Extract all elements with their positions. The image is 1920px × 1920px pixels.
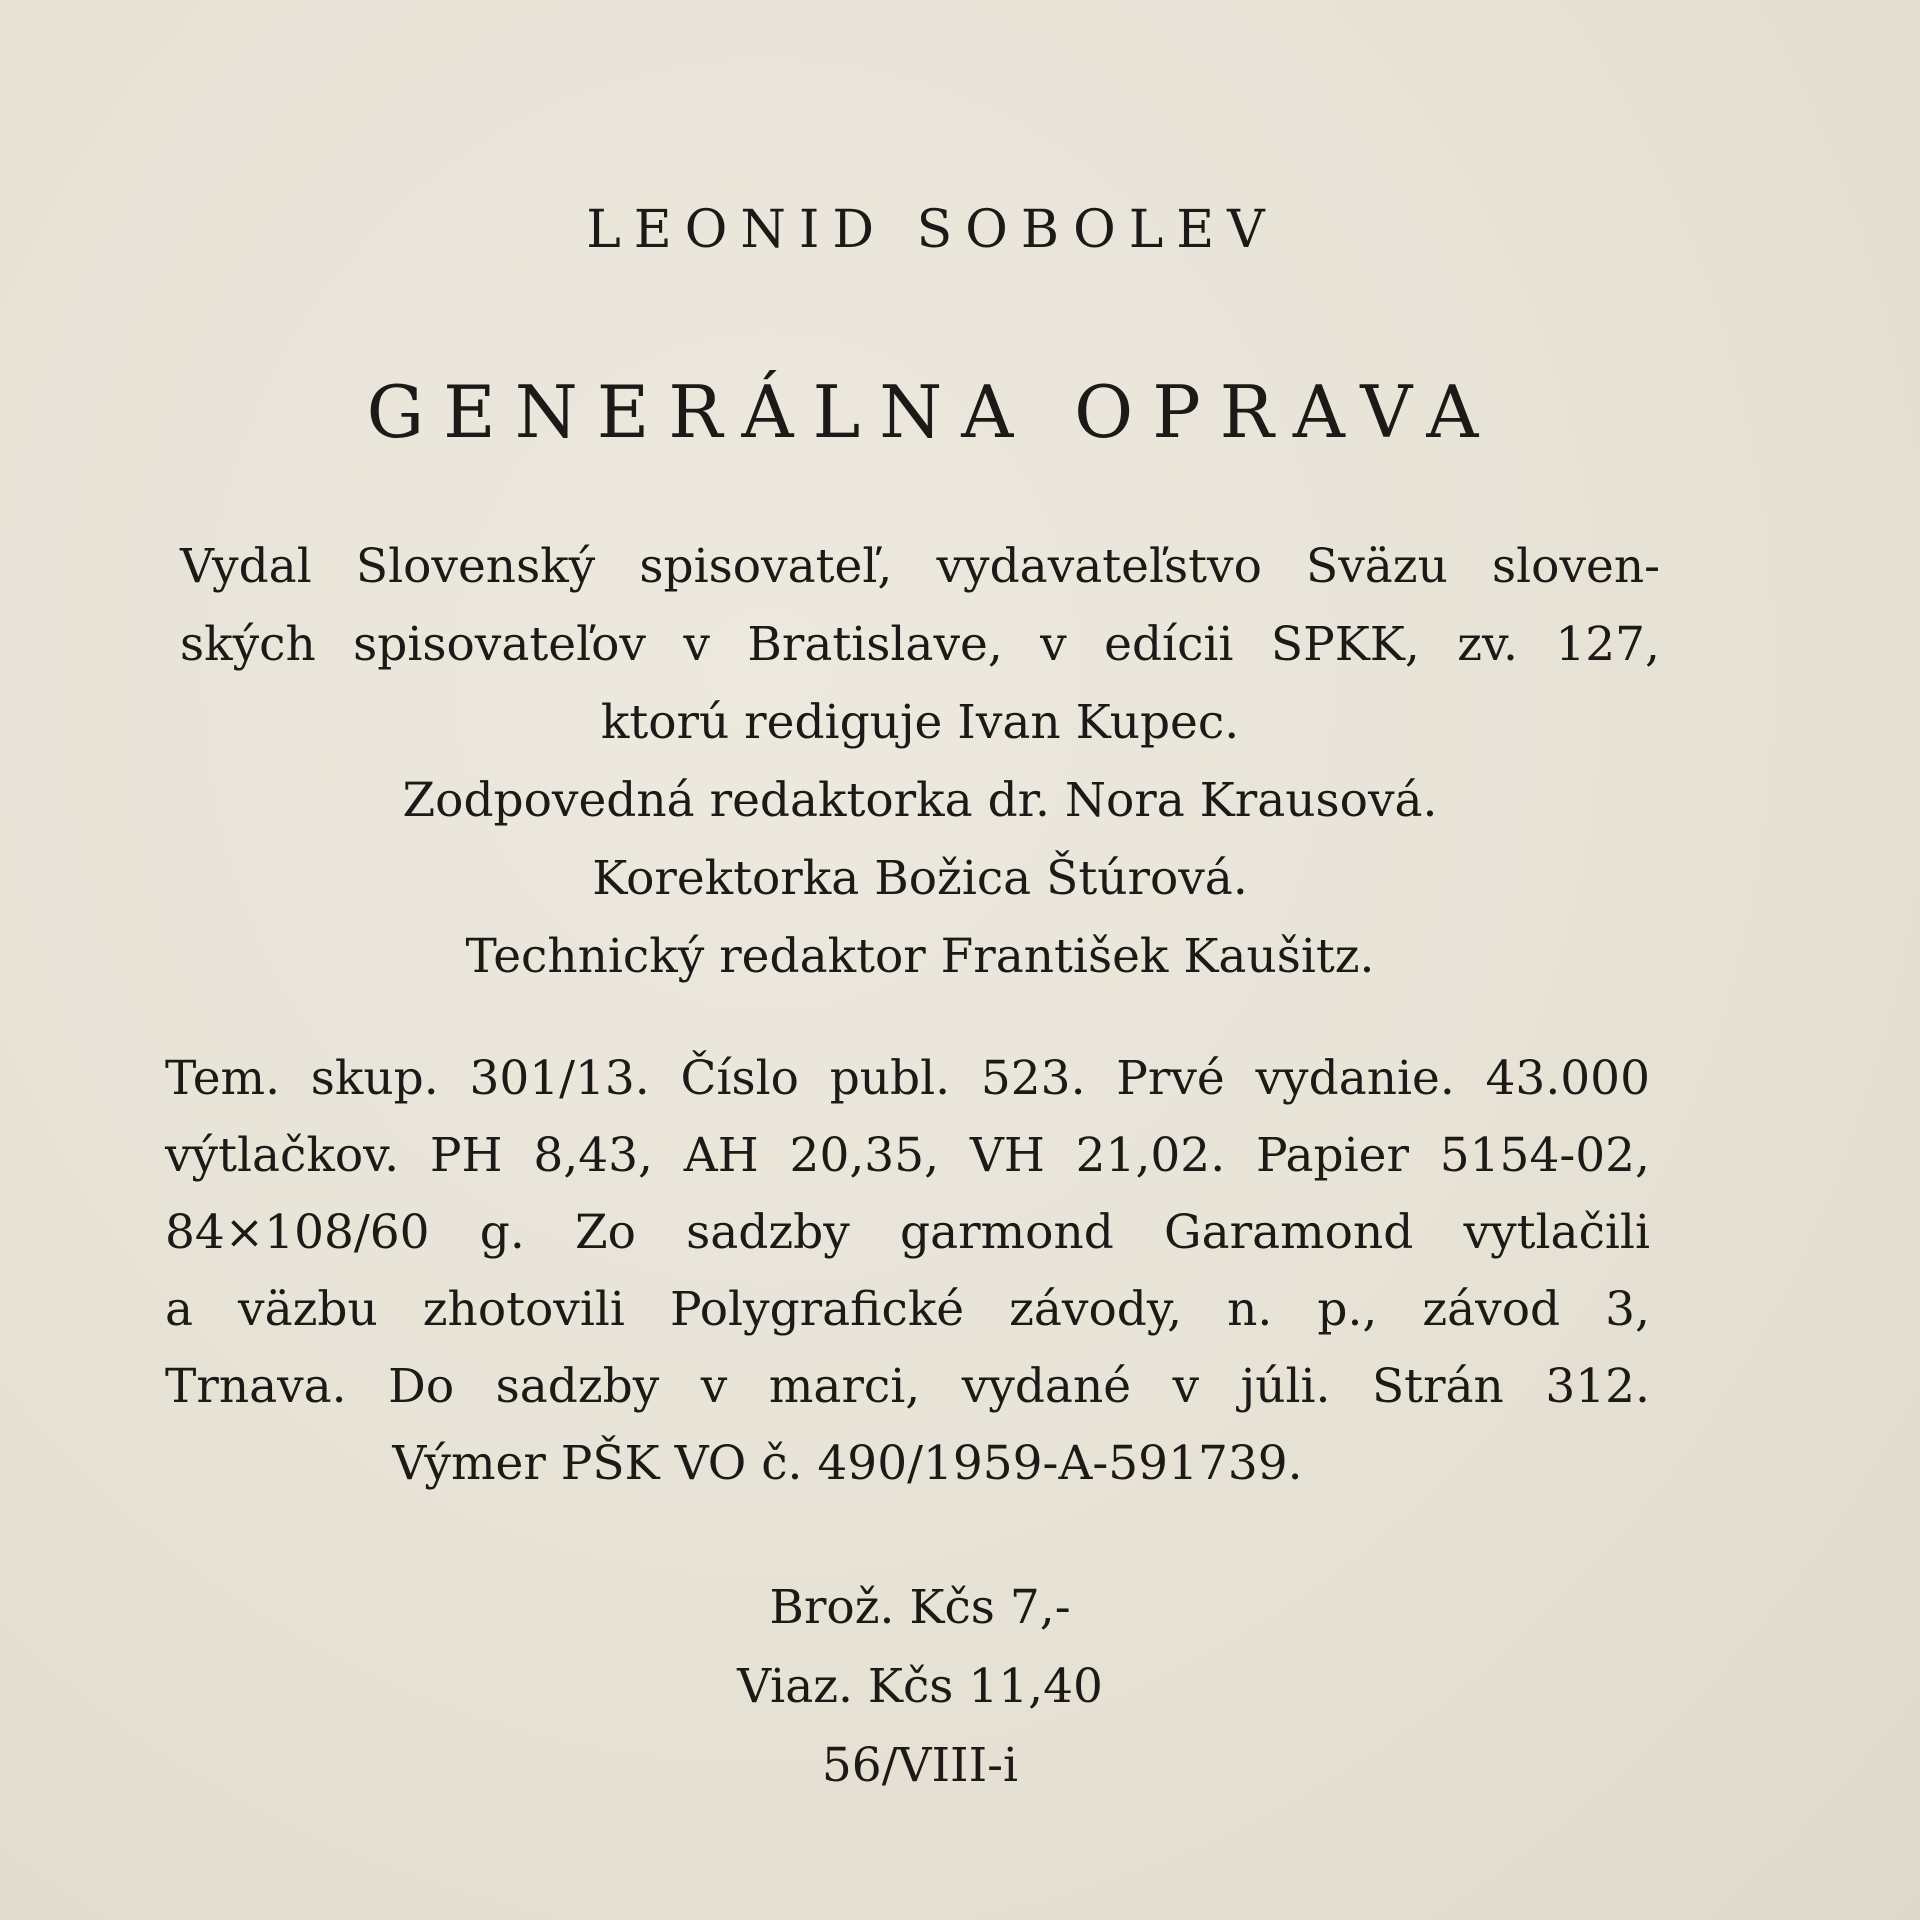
author-name: LEONID SOBOLEV: [586, 200, 1278, 260]
credits-technical-editor: Technický redaktor František Kaušitz.: [465, 929, 1375, 984]
imprint-line-4: a väzbu zhotovili Polygrafické závody, n. p., závod 3,: [165, 1282, 1650, 1337]
price-paperback: Brož. Kčs 7,-: [769, 1580, 1071, 1635]
credits-proofreader: Korektorka Božica Štúrová.: [592, 851, 1248, 906]
printing-details: [165, 1040, 1650, 1502]
imprint-line-5: Trnava. Do sadzby v marci, vydané v júli. Strán 312.: [165, 1359, 1650, 1414]
imprint-line-3: 84×108/60 g. Zo sadzby garmond Garamond vytlačili: [165, 1205, 1650, 1260]
imprint-line-6: Výmer PŠK VO č. 490/1959-A-591739.: [392, 1436, 1303, 1491]
credits-line-3: ktorú rediguje Ivan Kupec.: [600, 695, 1240, 750]
price-hardcover: Viaz. Kčs 11,40: [737, 1659, 1103, 1714]
imprint-line-2: výtlačkov. PH 8,43, AH 20,35, VH 21,02. Papier 5154-02,: [165, 1128, 1650, 1183]
price-block: [0, 1568, 1840, 1805]
book-title: GENERÁLNA OPRAVA: [366, 370, 1498, 454]
credits-line-1: Vydal Slovenský spisovateľ, vydavateľstvo Sväzu sloven-: [180, 539, 1660, 594]
imprint-line-1: Tem. skup. 301/13. Číslo publ. 523. Prvé vydanie. 43.000: [165, 1051, 1650, 1106]
publisher-credits: [180, 528, 1660, 996]
catalog-code: 56/VIII-i: [821, 1738, 1019, 1793]
credits-editor: Zodpovedná redaktorka dr. Nora Krausová.: [402, 773, 1438, 828]
credits-line-2: ských spisovateľov v Bratislave, v edícii SPKK, zv. 127,: [180, 617, 1660, 672]
